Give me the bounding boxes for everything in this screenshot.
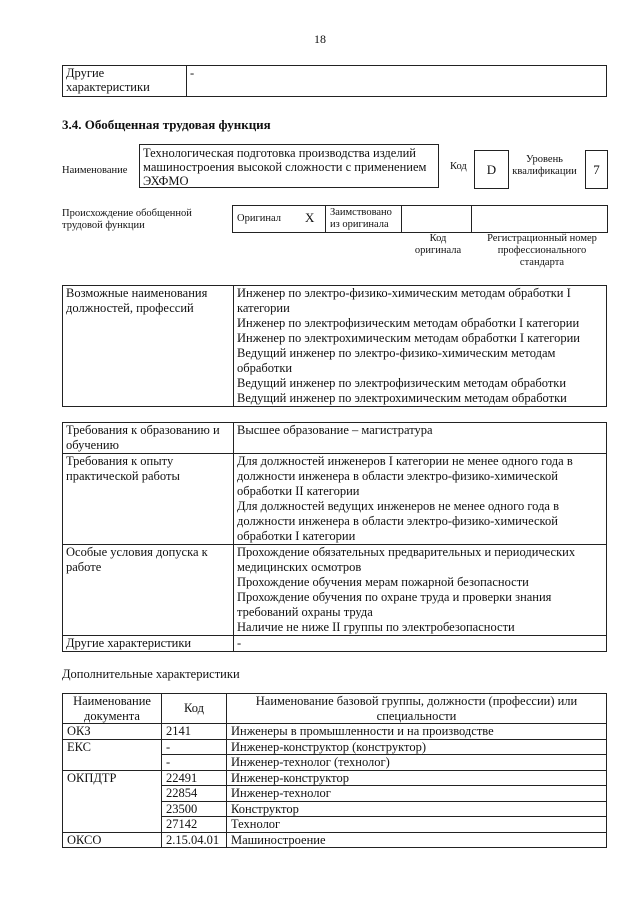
level-value: 7 [585, 150, 608, 189]
row-name: Инженер-технолог (технолог) [227, 755, 607, 771]
row-name: Машиностроение [227, 832, 607, 848]
row-code: 22491 [162, 770, 227, 786]
origin-box [232, 205, 608, 233]
code-label: Код [450, 161, 467, 172]
section-title: 3.4. Обобщенная трудовая функция [62, 117, 271, 132]
experience-item: Для должностей инженеров I категории не менее одного года в должности инженера в области электро-физико-химической обработки II категории [237, 454, 573, 498]
origin-label: Происхождение обобщенной трудовой функции [62, 208, 192, 231]
table-row [63, 832, 607, 848]
row-name: Инженер-конструктор [227, 770, 607, 786]
row-code: 22854 [162, 786, 227, 802]
education-value: Высшее образование – магистратура [234, 423, 607, 454]
row-code: 2.15.04.01 [162, 832, 227, 848]
row-code: - [162, 739, 227, 755]
row-name: Инженер-конструктор (конструктор) [227, 739, 607, 755]
experience-list [234, 454, 607, 545]
row-code: 23500 [162, 801, 227, 817]
positions-label: Возможные наименования должностей, профессий [63, 286, 234, 407]
education-label: Требования к образованию и обучению [63, 423, 234, 454]
row-doc: ОКСО [63, 832, 162, 848]
experience-item: Для должностей ведущих инженеров не менее одного года в должности инженера в области электро-физико-химической обработки I категории [237, 499, 560, 543]
special-conditions-list [234, 545, 607, 636]
other-characteristics-label: Другие характеристики [63, 66, 187, 97]
other-characteristics-value: - [187, 66, 607, 97]
name-label: Наименование [62, 165, 128, 176]
position-item: Инженер по электрохимическим методам обработки I категории [237, 331, 580, 345]
original-mark: X [305, 210, 315, 225]
additional-title: Дополнительные характеристики [62, 667, 240, 681]
special-conditions-label: Особые условия допуска к работе [63, 545, 234, 636]
positions-list [234, 286, 607, 407]
other-req-label: Другие характеристики [63, 636, 234, 652]
row-name: Конструктор [227, 801, 607, 817]
position-item: Ведущий инженер по электрохимическим методам обработки [237, 391, 567, 405]
other-characteristics-table [62, 65, 607, 97]
original-label: Оригинал [237, 213, 281, 224]
special-condition-item: Прохождение обучения мерам пожарной безопасности [237, 575, 529, 589]
row-name: Инженеры в промышленности и на производстве [227, 724, 607, 740]
col-code-header: Код [162, 694, 227, 724]
special-condition-item: Наличие не ниже II группы по электробезопасности [237, 620, 515, 634]
experience-label: Требования к опыту практической работы [63, 454, 234, 545]
row-doc: ЕКС [63, 739, 162, 770]
special-condition-item: Прохождение обязательных предварительных и периодических медицинских осмотров [237, 545, 576, 574]
level-label: Уровень квалификации [512, 154, 577, 177]
table-row [63, 724, 607, 740]
other-req-value: - [234, 636, 607, 652]
position-item: Инженер по электрофизическим методам обработки I категории [237, 316, 580, 330]
row-doc: ОКЗ [63, 724, 162, 740]
row-name: Технолог [227, 817, 607, 833]
table-row [63, 770, 607, 786]
col-name-header: Наименование базовой группы, должности (профессии) или специальности [227, 694, 607, 724]
col-doc-header: Наименование документа [63, 694, 162, 724]
positions-table [62, 285, 607, 407]
special-condition-item: Прохождение обучения по охране труда и проверки знания требований охраны труда [237, 590, 552, 619]
row-doc: ОКПДТР [63, 770, 162, 832]
row-code: 2141 [162, 724, 227, 740]
name-value: Технологическая подготовка производства изделий машиностроения высокой сложности с применением ЭХФМО [139, 144, 439, 188]
code-value: D [474, 150, 509, 189]
position-item: Инженер по электро-физико-химическим методам обработки I категории [237, 286, 571, 315]
position-item: Ведущий инженер по электрофизическим методам обработки [237, 376, 567, 390]
position-item: Ведущий инженер по электро-физико-химическим методам обработки [237, 346, 556, 375]
borrowed-label: Заимствовано из оригинала [330, 207, 392, 230]
row-code: - [162, 755, 227, 771]
page-number: 18 [314, 32, 326, 46]
table-row [63, 739, 607, 755]
code-original-caption: Код оригинала [414, 233, 462, 256]
row-name: Инженер-технолог [227, 786, 607, 802]
row-code: 27142 [162, 817, 227, 833]
reg-number-caption: Регистрационный номер профессионального стандарта [487, 233, 597, 268]
additional-table [62, 693, 607, 848]
requirements-table [62, 422, 607, 652]
